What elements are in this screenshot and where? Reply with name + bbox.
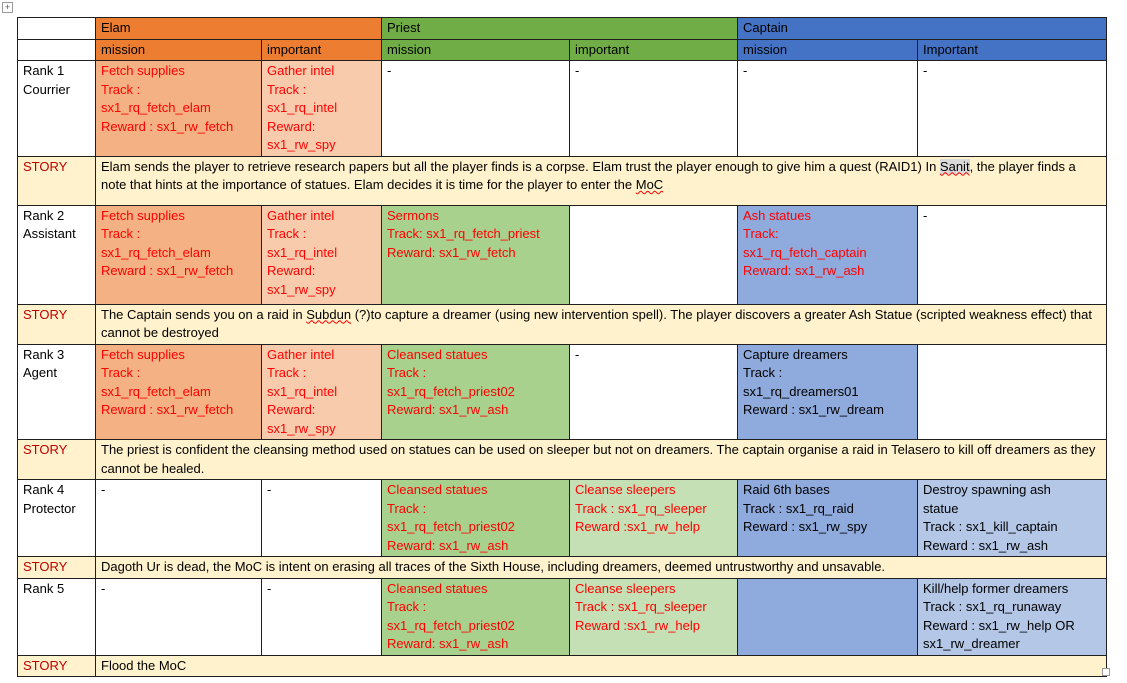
cell-line: sx1_rw_dreamer	[923, 636, 1020, 651]
cell-line: sx1_rw_spy	[267, 420, 336, 436]
cell-line: sx1_rq_fetch_priest02	[387, 383, 515, 399]
cell-line: Reward:	[267, 263, 316, 278]
cell-line: Track :	[387, 599, 427, 614]
story-row-5	[18, 655, 1107, 677]
cell-line: Reward: sx1_rw_ash	[387, 402, 509, 417]
cell-line: sx1_rq_fetch_elam	[101, 100, 211, 115]
subheader-elam-mission: mission	[96, 39, 262, 61]
cell-line: -	[923, 207, 928, 223]
cell-line: -	[267, 580, 272, 596]
cell-line: Fetch supplies	[101, 63, 185, 78]
story-text: Dagoth Ur is dead, the MoC is intent on erasing all traces of the Sixth House, including dreamers, deemed untrustworthy and unsavable.	[96, 557, 1107, 579]
cell-line: -	[267, 482, 272, 497]
cell-priest-important	[570, 480, 738, 557]
cell-line: -	[743, 63, 748, 78]
rank-title: Rank 4	[23, 482, 65, 497]
story-label: STORY	[18, 304, 96, 344]
cell-priest-important	[570, 61, 738, 157]
cell-line: Reward : sx1_rw_spy	[743, 519, 868, 534]
story-text-part: , the player finds a note that hints at the importance of statues. Elam decides it is time for the player to enter the	[101, 158, 1076, 192]
cell-priest-important	[570, 344, 738, 440]
cell-elam-important	[262, 205, 382, 304]
rank-name: Protector	[23, 500, 76, 516]
subheader-elam-important: important	[262, 39, 382, 61]
cell-line: Cleansed statues	[387, 346, 488, 362]
story-label: STORY	[18, 655, 96, 677]
cell-captain-important	[918, 344, 1107, 440]
cell-line: Reward : sx1_rw_ash	[923, 537, 1049, 553]
story-text: The priest is confident the cleansing method used on statues can be used on sleeper but not on dreamers. The captain organise a raid in Telasero to kill off dreamers as they cannot be healed.	[96, 440, 1107, 480]
story-text-flagged-word: Subdun	[306, 306, 352, 322]
cell-line: Reward:	[267, 118, 316, 134]
cell-line: Track:	[743, 226, 779, 241]
cell-line: sx1_rq_intel	[267, 383, 338, 399]
cell-line: -	[575, 63, 580, 78]
cell-line: Track : sx1_rq_runaway	[923, 599, 1062, 614]
story-text-part: The Captain sends you on a raid in	[101, 306, 307, 322]
cell-priest-mission	[382, 480, 570, 557]
cell-line: Track :	[101, 365, 141, 380]
rank-label	[18, 480, 96, 557]
table-resize-handle-icon[interactable]	[1102, 668, 1110, 676]
cell-line: Track :	[743, 365, 783, 380]
cell-elam-mission	[96, 480, 262, 557]
cell-line: Track :	[101, 226, 141, 241]
group-priest: Priest	[382, 18, 738, 40]
cell-line: sx1_rw_spy	[267, 137, 336, 152]
story-label: STORY	[18, 440, 96, 480]
cell-line: Cleansed statues	[387, 580, 488, 596]
cell-line: Reward: sx1_rw_ash	[387, 636, 509, 651]
cell-captain-important	[918, 480, 1107, 557]
subheader-captain-mission: mission	[738, 39, 918, 61]
cell-line: -	[923, 63, 928, 78]
cell-captain-mission	[738, 344, 918, 440]
cell-line: Track : sx1_rq_raid	[743, 500, 854, 516]
cell-line: Reward : sx1_rw_fetch	[101, 402, 234, 417]
cell-line: Kill/help former dreamers	[923, 580, 1069, 596]
cell-line: Sermons	[387, 207, 440, 223]
cell-line: Track: sx1_rq_fetch_priest	[387, 226, 540, 241]
cell-priest-important	[570, 578, 738, 655]
subheader-priest-important: important	[570, 39, 738, 61]
cell-line: -	[387, 63, 392, 78]
cell-priest-important	[570, 205, 738, 304]
story-text-flagged-word: MoC	[635, 177, 664, 192]
subheader-priest-mission: mission	[382, 39, 570, 61]
cell-elam-mission	[96, 344, 262, 440]
cell-line: Gather intel	[267, 63, 335, 78]
cell-elam-important	[262, 344, 382, 440]
cell-line: Track :	[267, 226, 307, 241]
cell-line: sx1_rq_fetch_priest02	[387, 617, 515, 633]
cell-line: Raid 6th bases	[743, 482, 830, 497]
cell-line: sx1_rw_spy	[267, 281, 336, 297]
cell-line: Reward :sx1_rw_help	[575, 519, 701, 534]
subheader-captain-important: Important	[918, 39, 1107, 61]
cell-line: Reward : sx1_rw_fetch	[101, 263, 234, 278]
cell-elam-mission	[96, 205, 262, 304]
cell-line: sx1_rq_fetch_captain	[743, 244, 867, 260]
cell-line: Track :	[267, 81, 307, 97]
cell-line: statue	[923, 500, 959, 516]
cell-priest-mission	[382, 61, 570, 157]
cell-captain-mission	[738, 578, 918, 655]
story-row-3	[18, 440, 1107, 480]
rank-label	[18, 61, 96, 157]
story-text	[96, 304, 1107, 344]
cell-line: Destroy spawning ash	[923, 482, 1051, 497]
rank-label	[18, 205, 96, 304]
cell-line: sx1_rq_intel	[267, 100, 338, 115]
rank-name: Courrier	[23, 81, 70, 97]
story-text: Flood the MoC	[96, 655, 1107, 677]
cell-line: Reward : sx1_rw_fetch	[101, 118, 234, 134]
cell-captain-mission	[738, 205, 918, 304]
cell-line: Track : sx1_kill_captain	[923, 519, 1058, 534]
cell-line: Cleanse sleepers	[575, 580, 676, 596]
sub-header-row	[18, 39, 1107, 61]
cell-line: Fetch supplies	[101, 346, 185, 362]
rank-title: Rank 2	[23, 207, 65, 223]
cell-line: sx1_rq_fetch_elam	[101, 383, 211, 399]
cell-elam-important	[262, 578, 382, 655]
cell-line: Track :	[101, 81, 141, 97]
cell-captain-mission	[738, 61, 918, 157]
rank-name: Agent	[23, 365, 57, 380]
story-text-flagged-word: Sanit	[939, 158, 970, 174]
cell-line: -	[101, 482, 106, 497]
cell-line: Reward: sx1_rw_fetch	[387, 244, 516, 260]
cell-line: Track :	[267, 365, 307, 380]
rank-row-4	[18, 480, 1107, 557]
cell-captain-important	[918, 205, 1107, 304]
story-label: STORY	[18, 557, 96, 579]
cell-priest-mission	[382, 205, 570, 304]
rank-label	[18, 578, 96, 655]
group-header-row	[18, 18, 1107, 40]
cell-priest-mission	[382, 344, 570, 440]
story-text	[96, 156, 1107, 205]
cell-line: Reward : sx1_rw_help OR	[923, 617, 1075, 633]
cell-line: Fetch supplies	[101, 207, 185, 223]
cell-line: -	[101, 580, 106, 596]
rank-row-2	[18, 205, 1107, 304]
rank-row-5	[18, 578, 1107, 655]
rank-row-1	[18, 61, 1107, 157]
cell-line: Track :	[387, 365, 427, 380]
cell-elam-important	[262, 480, 382, 557]
cell-line: Reward:	[267, 402, 316, 417]
cell-line: Reward: sx1_rw_ash	[743, 263, 865, 278]
story-text-part: Elam sends the player to retrieve research papers but all the player finds is a corpse. Elam trust the player enough to give him a quest (RAID1) In	[101, 158, 940, 174]
story-row-1	[18, 156, 1107, 205]
cell-line: Cleanse sleepers	[575, 482, 676, 497]
story-row-2	[18, 304, 1107, 344]
story-row-4	[18, 557, 1107, 579]
cell-line: Reward : sx1_rw_dream	[743, 402, 884, 417]
cell-elam-important	[262, 61, 382, 157]
story-label: STORY	[18, 156, 96, 205]
cell-line: Reward: sx1_rw_ash	[387, 537, 509, 553]
cell-line: sx1_rq_fetch_priest02	[387, 519, 515, 534]
cell-priest-mission	[382, 578, 570, 655]
cell-line: -	[575, 346, 580, 362]
cell-elam-mission	[96, 578, 262, 655]
cell-line: sx1_rq_intel	[267, 244, 338, 260]
header-blank	[18, 18, 96, 40]
cell-line: Ash statues	[743, 207, 811, 223]
cell-line: Gather intel	[267, 346, 335, 362]
group-elam: Elam	[96, 18, 382, 40]
group-captain: Captain	[738, 18, 1107, 40]
story-text-part: (?)to capture a dreamer (using new intervention spell). The player discovers a greater Ash Statue (scripted weakness effect) that cannot be destroyed	[101, 306, 1092, 340]
cell-line: Track : sx1_rq_sleeper	[575, 500, 707, 516]
rank-label	[18, 344, 96, 440]
rank-name: Assistant	[23, 226, 76, 241]
cell-line: Track : sx1_rq_sleeper	[575, 599, 707, 614]
rank-title: Rank 1	[23, 63, 65, 78]
sub-header-blank	[18, 39, 96, 61]
cell-line: Gather intel	[267, 207, 335, 223]
cell-line: Capture dreamers	[743, 346, 848, 362]
cell-line: Cleansed statues	[387, 482, 488, 497]
cell-line: Reward :sx1_rw_help	[575, 617, 701, 633]
cell-line: sx1_rq_fetch_elam	[101, 244, 211, 260]
table-move-handle-icon[interactable]: +	[2, 2, 13, 13]
cell-captain-important	[918, 578, 1107, 655]
cell-line: sx1_rq_dreamers01	[743, 383, 859, 399]
rank-title: Rank 5	[23, 580, 65, 596]
cell-captain-important	[918, 61, 1107, 157]
cell-captain-mission	[738, 480, 918, 557]
cell-elam-mission	[96, 61, 262, 157]
cell-line: Track :	[387, 500, 427, 516]
quest-table	[17, 17, 1107, 677]
rank-row-3	[18, 344, 1107, 440]
rank-title: Rank 3	[23, 346, 65, 362]
